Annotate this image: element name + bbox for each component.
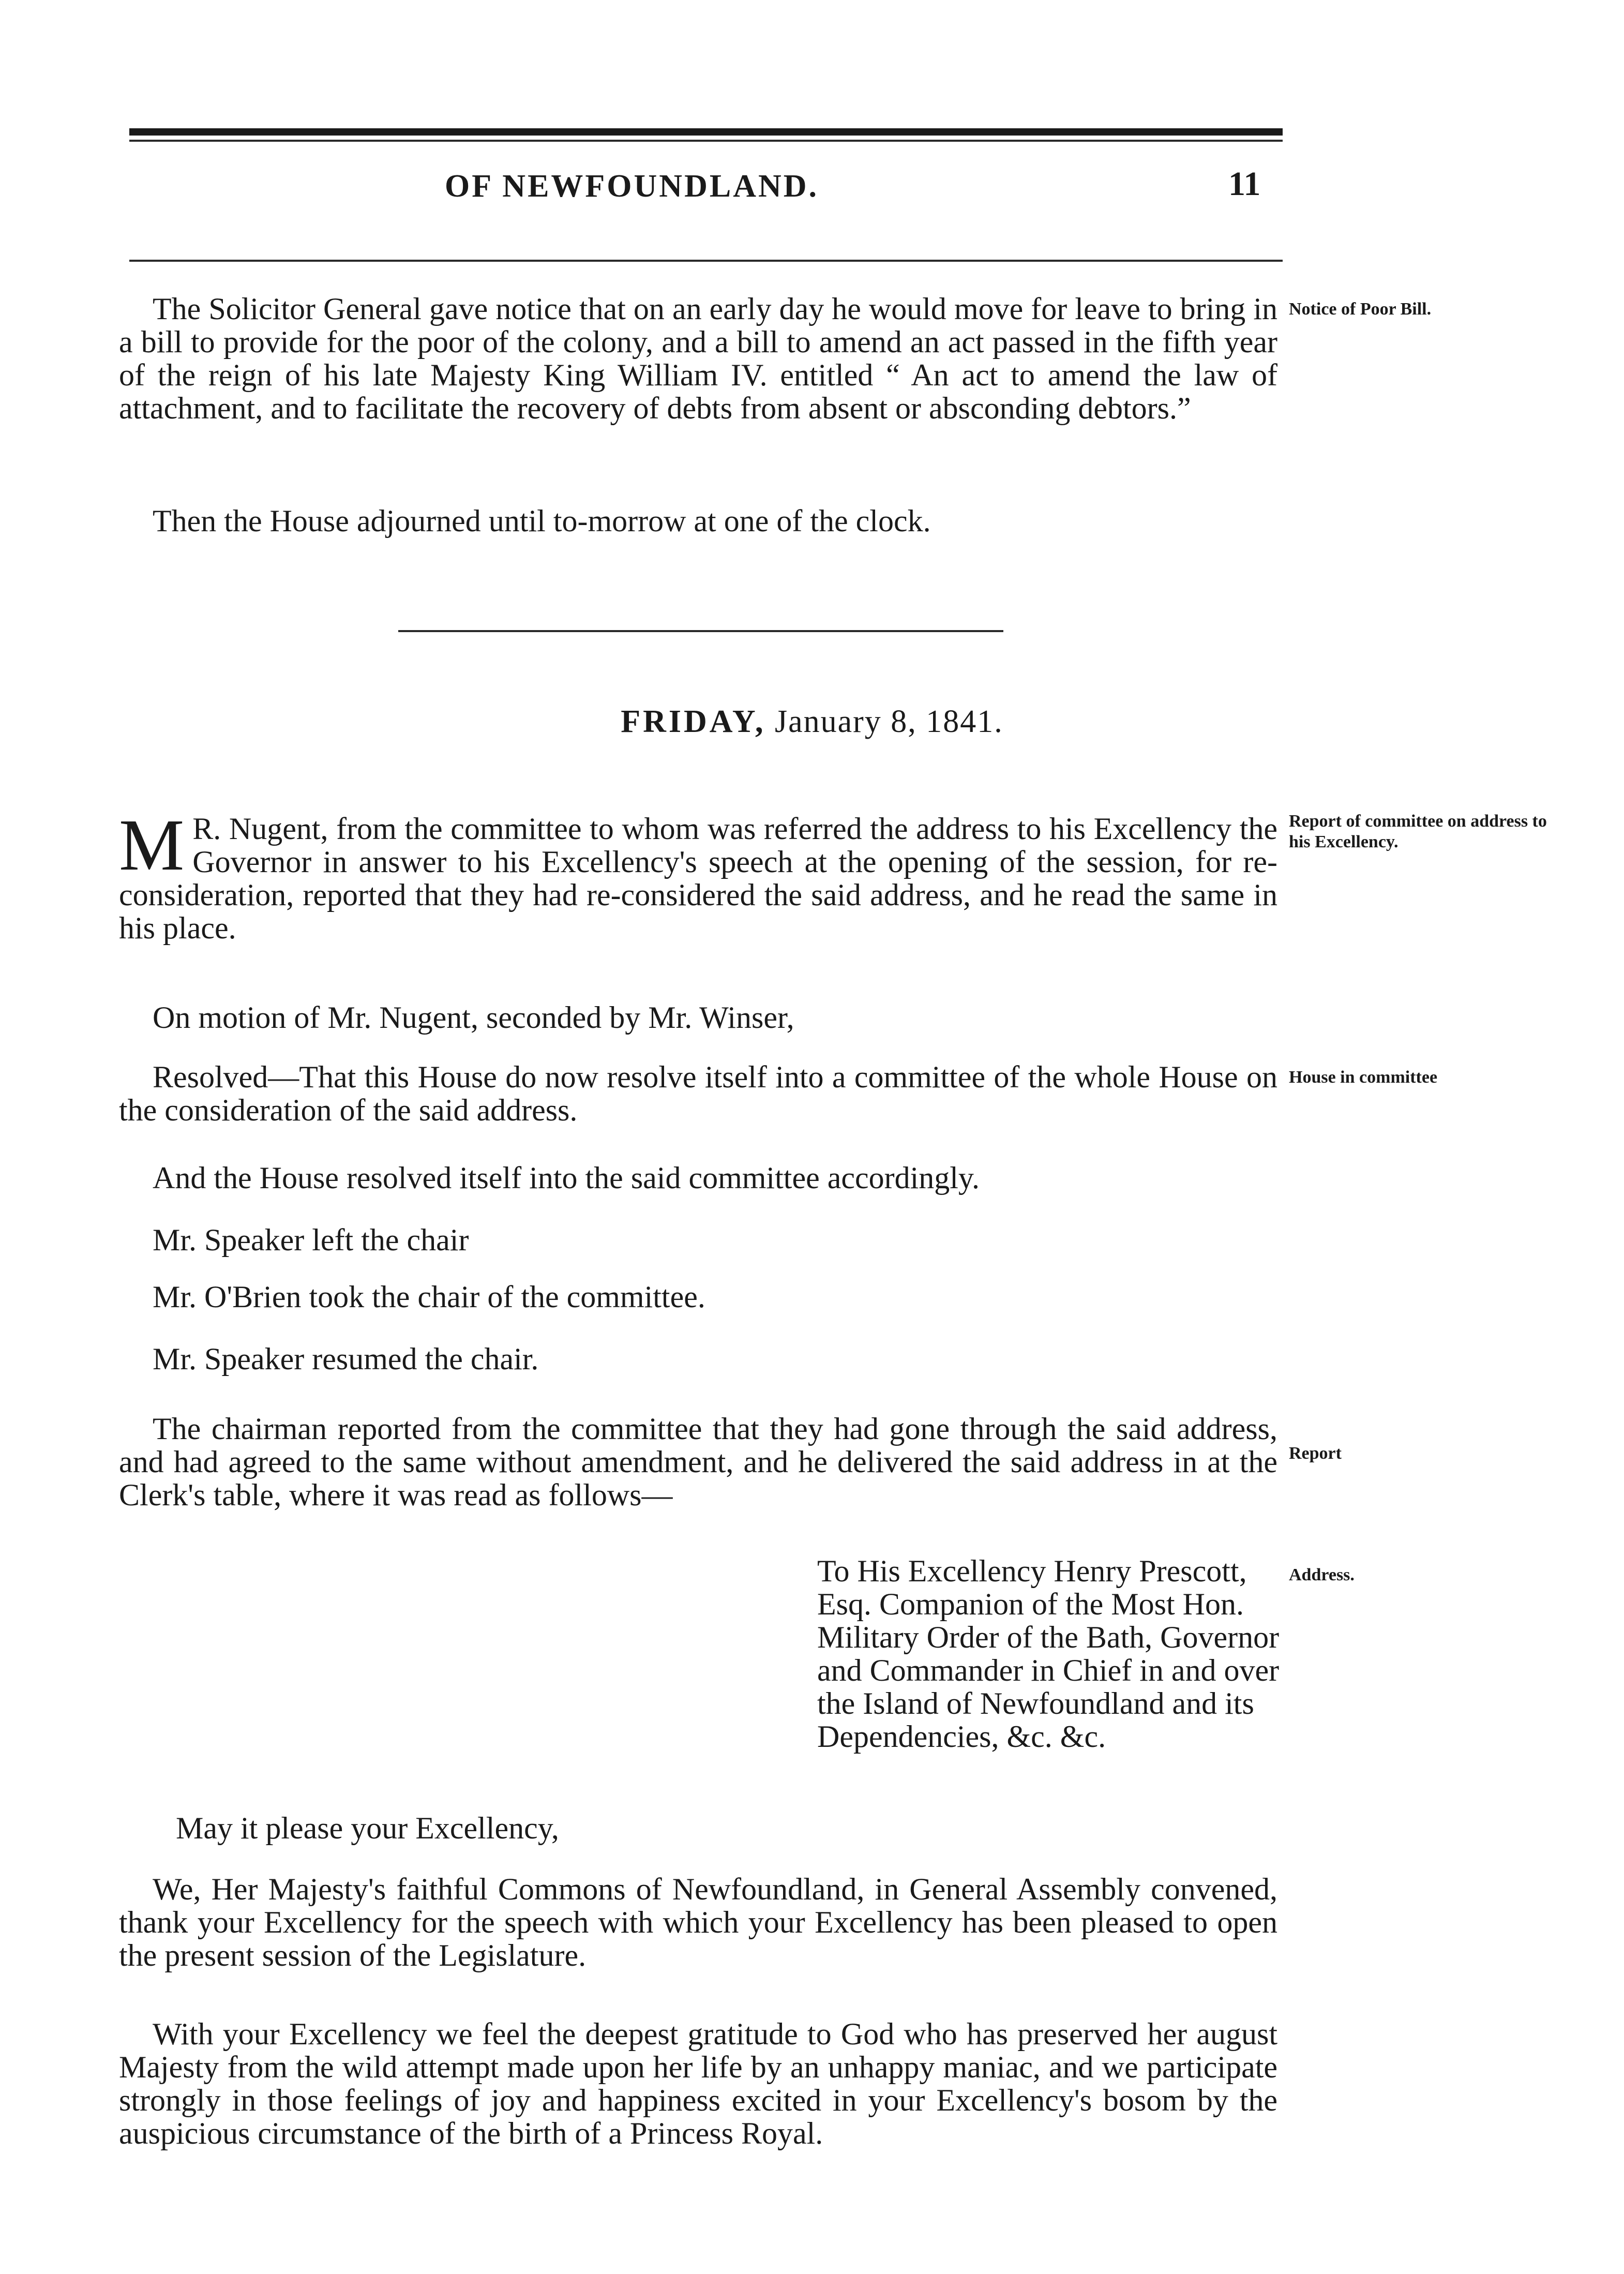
date-heading-day: FRIDAY,	[621, 704, 766, 739]
margin-note-report: Report	[1289, 1444, 1342, 1463]
margin-note-address: Address.	[1289, 1565, 1355, 1584]
paragraph-speaker-resumed: Mr. Speaker resumed the chair.	[153, 1342, 539, 1376]
margin-note-report-committee: Report of committee on address to his Excellency.	[1289, 812, 1547, 851]
section-divider	[398, 630, 1003, 632]
paragraph-gratitude: With your Excellency we feel the deepest gratitude to God who has preserved her august Majesty from the wild attempt made upon her life by an unhappy maniac, and we participate strongly in those feelings of joy and happiness excited in your Excellency's bosom by the auspicious circumstance of the birth of a Princess Royal.	[119, 2017, 1277, 2150]
paragraph-house-resolved: And the House resolved itself into the said committee accordingly.	[153, 1161, 980, 1195]
header-rule-thin	[129, 140, 1283, 142]
date-heading	[0, 704, 1624, 740]
paragraph-adjourned: Then the House adjourned until to-morrow at one of the clock.	[153, 504, 931, 538]
paragraph-solicitor-notice: The Solicitor General gave notice that on an early day he would move for leave to bring in a bill to provide for the poor of the colony, and a bill to amend an act passed in the fifth year of the reign of his late Majesty King William IV. entitled “ An act to amend the law of attachment, and to facilitate the recovery of debts from absent or absconding debtors.”	[119, 292, 1277, 425]
header-underline	[129, 260, 1283, 262]
paragraph-chairman-reported: The chairman reported from the committee that they had gone through the said address, and had agreed to the same without amendment, and he delivered the said address in at the Clerk's table, where it was read as follows—	[119, 1412, 1277, 1512]
margin-note-poor-bill: Notice of Poor Bill.	[1289, 300, 1432, 319]
running-title: OF NEWFOUNDLAND.	[445, 169, 819, 204]
paragraph-commons-thanks: We, Her Majesty's faithful Commons of Newfoundland, in General Assembly convened, thank your Excellency for the speech with which your Excellency has been pleased to open the present session of the Legislature.	[119, 1872, 1277, 1972]
margin-note-house-in-committee: House in committee	[1289, 1068, 1438, 1087]
drop-cap: M	[119, 804, 185, 886]
salutation: May it please your Excellency,	[176, 1811, 559, 1845]
paragraph-resolved: Resolved—That this House do now resolve itself into a committee of the whole House on the consideration of the said address.	[119, 1060, 1277, 1127]
address-to-governor: To His Excellency Henry Prescott, Esq. Companion of the Most Hon. Military Order of the Bath, Governor and Commander in Chief in and over the Island of Newfoundland and its Dependencies, &c. &c.	[817, 1554, 1280, 1754]
paragraph-obrien-chair: Mr. O'Brien took the chair of the committee.	[153, 1280, 705, 1314]
header-rule-thick	[129, 128, 1283, 136]
paragraph-motion: On motion of Mr. Nugent, seconded by Mr. Winser,	[153, 1000, 794, 1035]
page-number: 11	[1228, 165, 1261, 203]
paragraph-nugent-report	[119, 804, 1277, 945]
date-heading-date: January 8, 1841.	[774, 704, 1003, 739]
paragraph-speaker-left: Mr. Speaker left the chair	[153, 1223, 469, 1257]
paragraph-nugent-report-text: R. Nugent, from the committee to whom was referred the address to his Excellency the Governor in answer to his Excellency's speech at the opening of the session, for re-consideration, reported that they had re-considered the said address, and he read the same in his place.	[119, 812, 1277, 945]
